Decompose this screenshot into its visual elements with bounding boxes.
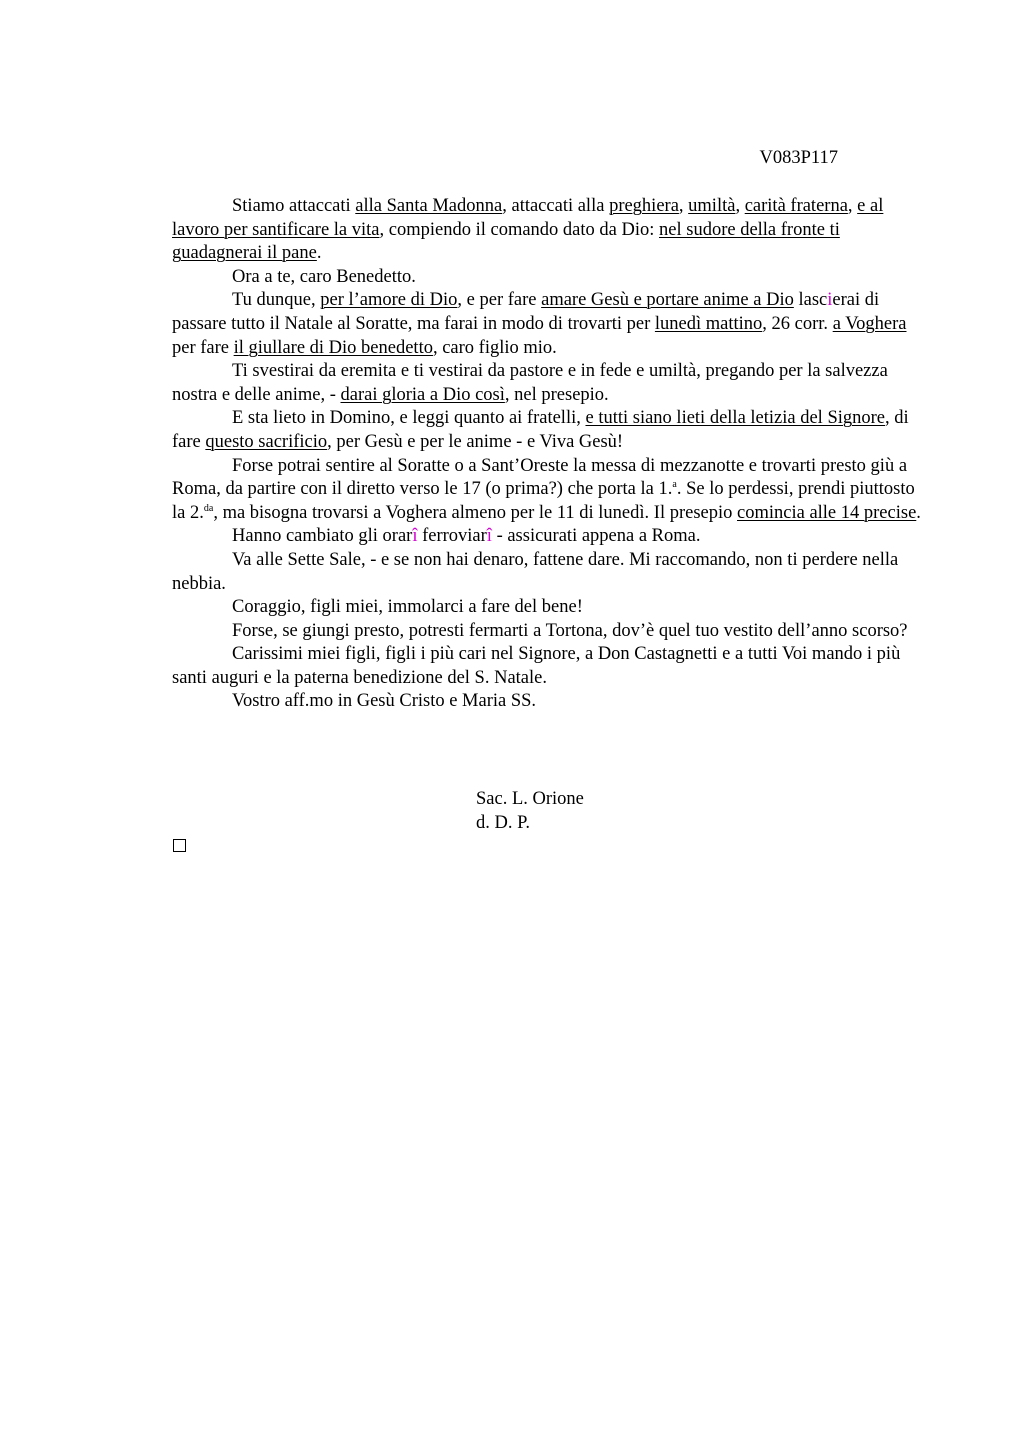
- document-code: V083P117: [759, 148, 838, 168]
- text-segment: . Se lo perdessi, prendi piuttosto la 2.: [172, 479, 915, 523]
- text-segment: .: [316, 243, 322, 264]
- text-segment: , compiendo il comando dato da Dio:: [379, 219, 660, 240]
- text-segment: - assicurati appena a Roma.: [491, 526, 701, 547]
- signature-name: Sac. L. Orione: [476, 789, 584, 809]
- highlighted-char: î: [412, 526, 418, 547]
- text-segment: erai di passare tutto il Natale al Soratte, ma farai in modo di trovarti per: [172, 290, 880, 334]
- paragraph-9: Coraggio, figli miei, immolarci a fare del bene!: [232, 597, 583, 618]
- text-segment: , di fare: [172, 408, 909, 452]
- paragraph-11: Carissimi miei figli, figli i più cari nel Signore, a Don Castagnetti e a tutti Voi mando i più santi auguri e la paterna benedizione del S. Natale.: [172, 644, 901, 688]
- underlined-phrase: comincia alle 14 precise: [737, 502, 917, 523]
- underlined-phrase: darai gloria a Dio così: [340, 384, 505, 405]
- text-segment: ,: [735, 196, 745, 216]
- text-segment: , per Gesù e per le anime - e Viva Gesù!: [327, 431, 624, 452]
- text-segment: Ti svestirai da eremita e ti vestirai da pastore e in fede e umiltà, pregando per la salvezza nostra e delle anime, -: [172, 361, 888, 405]
- paragraph-8: Va alle Sette Sale, - e se non hai denaro, fattene dare. Mi raccomando, non ti perdere nella nebbia.: [172, 549, 899, 594]
- underlined-phrase: il giullare di Dio benedetto: [233, 337, 433, 358]
- signature-title: d. D. P.: [476, 812, 530, 833]
- underlined-phrase: preghiera: [609, 196, 679, 216]
- text-segment: , nel presepio.: [504, 384, 609, 405]
- paragraph-1: [172, 195, 926, 266]
- underlined-phrase: lunedì mattino: [654, 313, 763, 334]
- text-segment: , 26 corr.: [762, 313, 833, 334]
- underlined-phrase: umiltà: [688, 196, 736, 216]
- text-segment: , attaccati alla: [502, 196, 610, 216]
- superscript: da: [203, 502, 214, 514]
- paragraph-3: [172, 289, 926, 360]
- text-segment: Hanno cambiato gli orar: [232, 526, 413, 547]
- superscript: a: [672, 479, 677, 491]
- underlined-phrase: carità fraterna: [744, 196, 848, 216]
- text-segment: , ma bisogna trovarsi a Voghera almeno per le 11 di lunedì. Il presepio: [213, 502, 738, 523]
- letter-body: [172, 195, 926, 714]
- text-segment: ferroviar: [417, 526, 487, 547]
- highlighted-char: î: [486, 526, 492, 547]
- paragraph-2: Ora a te, caro Benedetto.: [232, 266, 416, 287]
- underlined-phrase: per l’amore di Dio: [320, 290, 458, 311]
- signature-block: [476, 788, 584, 835]
- underlined-phrase: nel sudore della fronte ti guadagnerai il pane: [172, 219, 840, 264]
- underlined-phrase: e tutti siano lieti della letizia del Signore: [585, 408, 885, 429]
- text-segment: per fare: [172, 337, 234, 358]
- text-segment: ,: [678, 196, 689, 216]
- underlined-phrase: amare Gesù e portare anime a Dio: [541, 290, 794, 311]
- paragraph-7: [172, 525, 926, 549]
- underlined-phrase: alla Santa Madonna: [355, 196, 503, 216]
- text-segment: Tu dunque,: [232, 290, 321, 311]
- text-segment: ,: [847, 196, 858, 216]
- paragraph-12: Vostro aff.mo in Gesù Cristo e Maria SS.: [232, 691, 537, 712]
- underlined-phrase: e al lavoro per santificare la vita: [172, 196, 884, 240]
- text-segment: , e per fare: [457, 290, 542, 311]
- underlined-phrase: questo sacrificio: [205, 431, 328, 452]
- text-segment: Forse potrai sentire al Soratte o a Sant’Oreste la messa di mezzanotte e trovarti presto giù a Roma, da partire con il diretto verso le 17 (o prima?) che porta la 1.: [172, 455, 908, 500]
- paragraph-6: [172, 455, 926, 526]
- text-segment: lasc: [793, 290, 828, 311]
- checkbox-icon: [173, 839, 186, 852]
- text-segment: E sta lieto in Domino, e leggi quanto ai fratelli,: [232, 408, 586, 429]
- paragraph-5: [172, 407, 926, 454]
- paragraph-10: Forse, se giungi presto, potresti fermarti a Tortona, dov’è quel tuo vestito dell’anno scorso?: [232, 620, 908, 641]
- text-segment: .: [916, 502, 921, 523]
- text-segment: Stiamo attaccati: [232, 196, 356, 216]
- paragraph-4: [172, 360, 926, 407]
- underlined-phrase: a Voghera: [832, 313, 907, 334]
- highlighted-char: i: [827, 290, 833, 311]
- text-segment: , caro figlio mio.: [432, 337, 557, 358]
